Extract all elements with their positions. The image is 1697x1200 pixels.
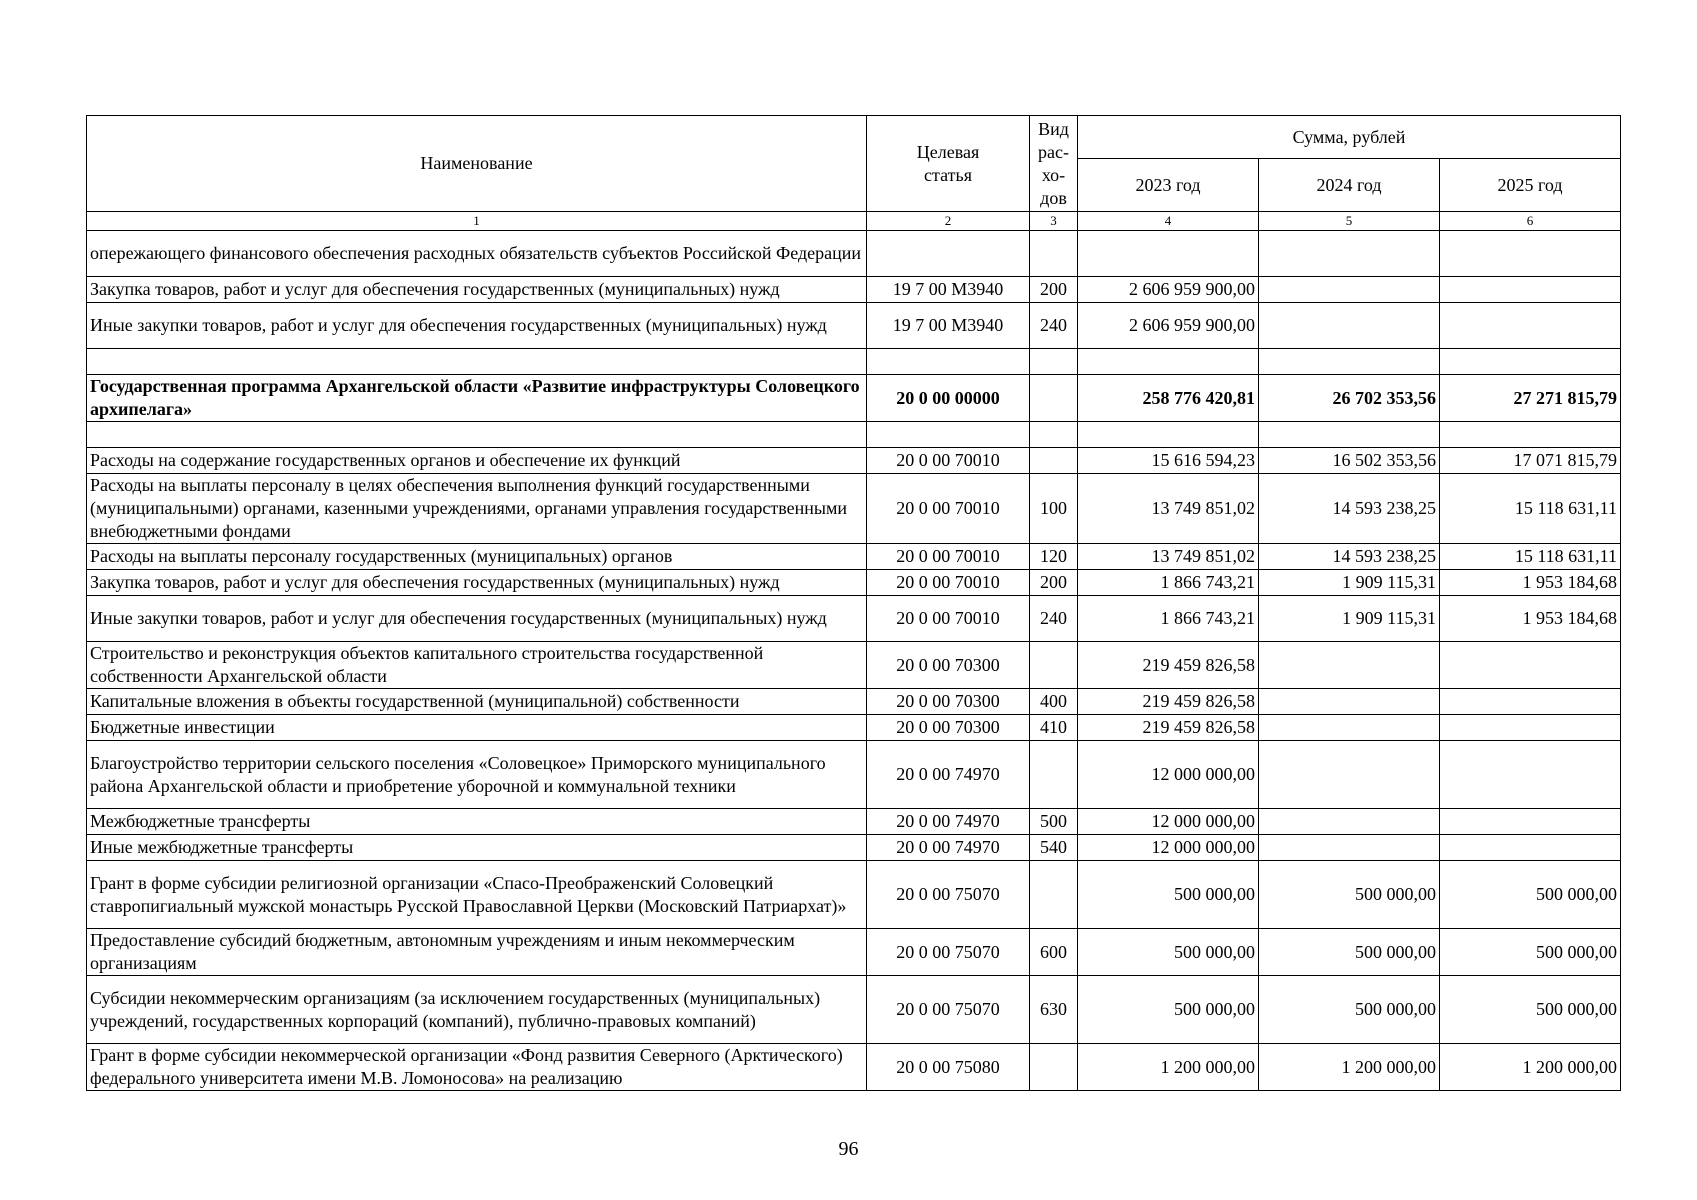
row-expense-type: 400 — [1030, 689, 1078, 715]
row-sum-2025: 500 000,00 — [1440, 929, 1621, 976]
row-sum-2024: 1 200 000,00 — [1259, 1044, 1440, 1091]
row-name — [87, 422, 867, 448]
row-sum-2025: 15 118 631,11 — [1440, 474, 1621, 544]
row-name: Расходы на выплаты персоналу в целях обеспечения выполнения функций государственными (муниципальными) органами, казенными учреждениями, органами управления государственными внебюджетными фондами — [87, 474, 867, 544]
row-name: Закупка товаров, работ и услуг для обеспечения государственных (муниципальных) нужд — [87, 277, 867, 303]
row-sum-2023: 219 459 826,58 — [1078, 715, 1259, 741]
row-target-code: 20 0 00 70300 — [867, 689, 1030, 715]
row-name: Строительство и реконструкция объектов капитального строительства государственной собственности Архангельской области — [87, 642, 867, 689]
row-sum-2024 — [1259, 642, 1440, 689]
row-target-code — [867, 349, 1030, 375]
table-row — [87, 861, 1621, 929]
row-sum-2023: 13 749 851,02 — [1078, 544, 1259, 570]
table-row — [87, 689, 1621, 715]
row-sum-2025 — [1440, 349, 1621, 375]
row-expense-type: 200 — [1030, 570, 1078, 596]
row-name: Иные межбюджетные трансферты — [87, 835, 867, 861]
row-sum-2025 — [1440, 277, 1621, 303]
row-name — [87, 349, 867, 375]
row-sum-2023: 500 000,00 — [1078, 976, 1259, 1044]
row-sum-2025: 15 118 631,11 — [1440, 544, 1621, 570]
row-sum-2023: 13 749 851,02 — [1078, 474, 1259, 544]
row-name: Грант в форме субсидии религиозной организации «Спасо-Преображенский Соловецкий ставропигиальный мужской монастырь Русской Православной Церкви (Московский Патриархат)» — [87, 861, 867, 929]
row-name: Капитальные вложения в объекты государственной (муниципальной) собственности — [87, 689, 867, 715]
row-sum-2024: 14 593 238,25 — [1259, 474, 1440, 544]
colnum-3: 3 — [1030, 212, 1078, 231]
row-name: опережающего финансового обеспечения расходных обязательств субъектов Российской Федерации — [87, 231, 867, 277]
row-expense-type — [1030, 1044, 1078, 1091]
row-sum-2025: 1 200 000,00 — [1440, 1044, 1621, 1091]
row-sum-2024 — [1259, 741, 1440, 809]
table-row — [87, 448, 1621, 474]
table-row — [87, 570, 1621, 596]
row-sum-2023: 1 866 743,21 — [1078, 570, 1259, 596]
row-target-code: 20 0 00 70300 — [867, 715, 1030, 741]
row-sum-2025 — [1440, 303, 1621, 349]
row-sum-2024 — [1259, 715, 1440, 741]
colnum-5: 5 — [1259, 212, 1440, 231]
row-expense-type: 200 — [1030, 277, 1078, 303]
table-header — [87, 116, 1621, 231]
row-name: Благоустройство территории сельского поселения «Соловецкое» Приморского муниципального района Архангельской области и приобретение уборочной и коммунальной техники — [87, 741, 867, 809]
header-sum: Сумма, рублей — [1078, 116, 1621, 159]
row-sum-2023: 12 000 000,00 — [1078, 835, 1259, 861]
row-expense-type: 630 — [1030, 976, 1078, 1044]
header-name: Наименование — [87, 116, 867, 212]
table-row — [87, 596, 1621, 642]
row-target-code: 20 0 00 75070 — [867, 861, 1030, 929]
row-sum-2025: 1 953 184,68 — [1440, 570, 1621, 596]
row-sum-2025: 500 000,00 — [1440, 861, 1621, 929]
row-sum-2023: 219 459 826,58 — [1078, 642, 1259, 689]
row-sum-2025: 17 071 815,79 — [1440, 448, 1621, 474]
table-row — [87, 544, 1621, 570]
row-target-code: 20 0 00 70010 — [867, 596, 1030, 642]
row-sum-2025 — [1440, 642, 1621, 689]
table-body — [87, 231, 1621, 1091]
row-sum-2023: 12 000 000,00 — [1078, 809, 1259, 835]
row-expense-type — [1030, 349, 1078, 375]
table-row — [87, 277, 1621, 303]
table-row — [87, 375, 1621, 422]
row-expense-type: 500 — [1030, 809, 1078, 835]
table-row — [87, 809, 1621, 835]
row-sum-2023: 219 459 826,58 — [1078, 689, 1259, 715]
row-sum-2024: 26 702 353,56 — [1259, 375, 1440, 422]
row-sum-2024 — [1259, 231, 1440, 277]
row-name: Расходы на выплаты персоналу государственных (муниципальных) органов — [87, 544, 867, 570]
row-target-code: 20 0 00 70010 — [867, 474, 1030, 544]
header-2024: 2024 год — [1259, 159, 1440, 212]
row-expense-type — [1030, 375, 1078, 422]
row-sum-2023: 12 000 000,00 — [1078, 741, 1259, 809]
row-target-code: 20 0 00 70010 — [867, 570, 1030, 596]
colnum-6: 6 — [1440, 212, 1621, 231]
row-sum-2023: 2 606 959 900,00 — [1078, 303, 1259, 349]
table-row — [87, 1044, 1621, 1091]
row-sum-2025 — [1440, 689, 1621, 715]
row-expense-type: 240 — [1030, 596, 1078, 642]
row-expense-type — [1030, 861, 1078, 929]
row-target-code: 19 7 00 М3940 — [867, 303, 1030, 349]
row-expense-type: 600 — [1030, 929, 1078, 976]
row-expense-type: 100 — [1030, 474, 1078, 544]
row-expense-type — [1030, 642, 1078, 689]
row-target-code: 20 0 00 70010 — [867, 448, 1030, 474]
row-expense-type — [1030, 231, 1078, 277]
row-sum-2023: 15 616 594,23 — [1078, 448, 1259, 474]
budget-table — [86, 115, 1621, 1091]
table-row — [87, 715, 1621, 741]
row-target-code: 20 0 00 70300 — [867, 642, 1030, 689]
row-sum-2024 — [1259, 277, 1440, 303]
colnum-2: 2 — [867, 212, 1030, 231]
header-target-label: Целевая статья — [916, 141, 980, 185]
row-expense-type — [1030, 422, 1078, 448]
row-target-code: 20 0 00 75070 — [867, 976, 1030, 1044]
row-sum-2024 — [1259, 835, 1440, 861]
row-sum-2024: 1 909 115,31 — [1259, 596, 1440, 642]
row-name: Субсидии некоммерческим организациям (за исключением государственных (муниципальных) учреждений, государственных корпораций (компаний), публично-правовых компаний) — [87, 976, 867, 1044]
header-vid-label: Вид рас-хо-дов — [1038, 118, 1069, 208]
row-sum-2023: 1 866 743,21 — [1078, 596, 1259, 642]
table-row — [87, 929, 1621, 976]
table-row — [87, 231, 1621, 277]
spacer-row — [87, 422, 1621, 448]
row-target-code: 20 0 00 70010 — [867, 544, 1030, 570]
row-name: Закупка товаров, работ и услуг для обеспечения государственных (муниципальных) нужд — [87, 570, 867, 596]
row-name: Иные закупки товаров, работ и услуг для обеспечения государственных (муниципальных) нужд — [87, 303, 867, 349]
header-2025: 2025 год — [1440, 159, 1621, 212]
row-sum-2024 — [1259, 422, 1440, 448]
row-target-code: 20 0 00 74970 — [867, 809, 1030, 835]
row-sum-2025 — [1440, 835, 1621, 861]
row-expense-type: 240 — [1030, 303, 1078, 349]
row-name: Межбюджетные трансферты — [87, 809, 867, 835]
row-sum-2025 — [1440, 741, 1621, 809]
row-sum-2023 — [1078, 349, 1259, 375]
row-sum-2024 — [1259, 689, 1440, 715]
table-row — [87, 835, 1621, 861]
spacer-row — [87, 349, 1621, 375]
row-sum-2024: 14 593 238,25 — [1259, 544, 1440, 570]
row-expense-type: 120 — [1030, 544, 1078, 570]
row-sum-2023 — [1078, 231, 1259, 277]
table-row — [87, 474, 1621, 544]
row-sum-2023: 500 000,00 — [1078, 861, 1259, 929]
table-row — [87, 741, 1621, 809]
header-2023: 2023 год — [1078, 159, 1259, 212]
row-sum-2024: 16 502 353,56 — [1259, 448, 1440, 474]
row-expense-type — [1030, 448, 1078, 474]
row-target-code: 20 0 00 75070 — [867, 929, 1030, 976]
row-sum-2023: 500 000,00 — [1078, 929, 1259, 976]
row-sum-2024 — [1259, 349, 1440, 375]
row-sum-2023: 258 776 420,81 — [1078, 375, 1259, 422]
table-row — [87, 976, 1621, 1044]
row-sum-2024 — [1259, 303, 1440, 349]
row-target-code — [867, 231, 1030, 277]
row-sum-2025: 1 953 184,68 — [1440, 596, 1621, 642]
row-target-code: 20 0 00 74970 — [867, 741, 1030, 809]
header-vid — [1030, 116, 1078, 212]
row-sum-2024: 500 000,00 — [1259, 929, 1440, 976]
row-sum-2025 — [1440, 422, 1621, 448]
row-sum-2025 — [1440, 809, 1621, 835]
row-sum-2024: 500 000,00 — [1259, 861, 1440, 929]
row-sum-2025 — [1440, 231, 1621, 277]
header-target — [867, 116, 1030, 212]
row-sum-2023: 1 200 000,00 — [1078, 1044, 1259, 1091]
row-target-code: 19 7 00 М3940 — [867, 277, 1030, 303]
row-name: Государственная программа Архангельской области «Развитие инфраструктуры Соловецкого архипелага» — [87, 375, 867, 422]
row-expense-type: 410 — [1030, 715, 1078, 741]
row-name: Бюджетные инвестиции — [87, 715, 867, 741]
row-name: Грант в форме субсидии некоммерческой организации «Фонд развития Северного (Арктического) федерального университета имени М.В. Ломоносова» на реализацию — [87, 1044, 867, 1091]
row-sum-2023: 2 606 959 900,00 — [1078, 277, 1259, 303]
table-row — [87, 303, 1621, 349]
row-sum-2025 — [1440, 715, 1621, 741]
row-target-code: 20 0 00 00000 — [867, 375, 1030, 422]
row-sum-2024: 500 000,00 — [1259, 976, 1440, 1044]
row-sum-2023 — [1078, 422, 1259, 448]
row-sum-2024: 1 909 115,31 — [1259, 570, 1440, 596]
row-sum-2025: 27 271 815,79 — [1440, 375, 1621, 422]
row-name: Иные закупки товаров, работ и услуг для обеспечения государственных (муниципальных) нужд — [87, 596, 867, 642]
row-sum-2025: 500 000,00 — [1440, 976, 1621, 1044]
colnum-1: 1 — [87, 212, 867, 231]
page-number: 96 — [838, 1138, 859, 1160]
row-sum-2024 — [1259, 809, 1440, 835]
row-target-code — [867, 422, 1030, 448]
row-expense-type — [1030, 741, 1078, 809]
row-name: Предоставление субсидий бюджетным, автономным учреждениям и иным некоммерческим организациям — [87, 929, 867, 976]
colnum-4: 4 — [1078, 212, 1259, 231]
row-name: Расходы на содержание государственных органов и обеспечение их функций — [87, 448, 867, 474]
table-row — [87, 642, 1621, 689]
row-target-code: 20 0 00 74970 — [867, 835, 1030, 861]
row-target-code: 20 0 00 75080 — [867, 1044, 1030, 1091]
row-expense-type: 540 — [1030, 835, 1078, 861]
